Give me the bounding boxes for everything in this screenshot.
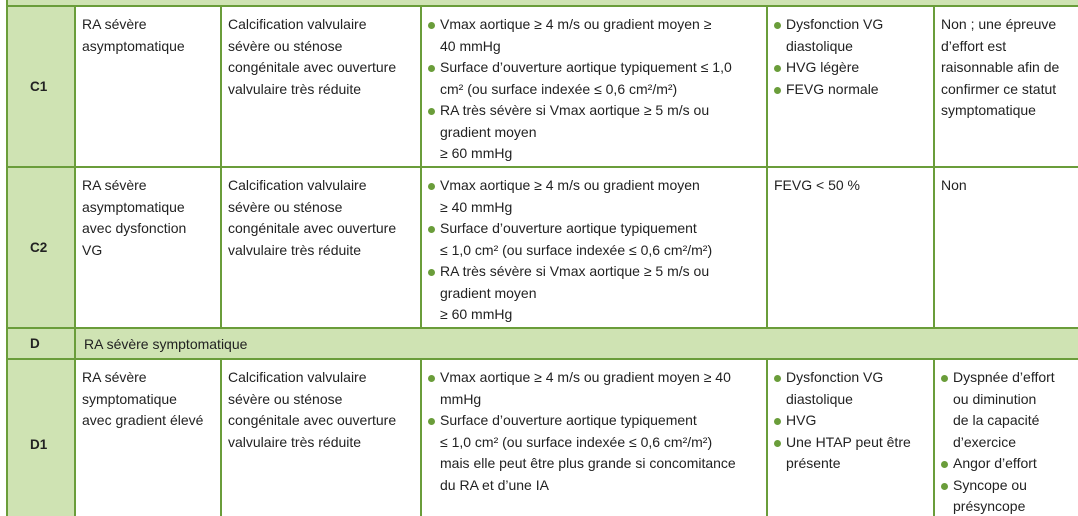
- list-item: Dysfonction VG diastolique: [774, 14, 927, 57]
- valve-anatomy: Calcification valvulaire sévère ou sténose congénitale avec ouverture valvulaire très réduite: [222, 360, 422, 516]
- list-item: Une HTAP peut être présente: [774, 432, 927, 475]
- valve-hemodynamics: [422, 360, 768, 516]
- valve-hemodynamics: [422, 7, 768, 166]
- stage-d-title: RA sévère symptomatique: [84, 335, 248, 352]
- valve-hemodynamics: [422, 168, 768, 327]
- bullet-icon: [774, 22, 781, 29]
- stage-description: RA sévère symptomatique avec gradient élevé: [76, 360, 222, 516]
- hemodynamic-consequences: FEVG < 50 %: [768, 168, 935, 327]
- divider: [74, 329, 76, 358]
- stage-label-c1: C1: [8, 7, 76, 166]
- symptoms: [935, 360, 1078, 516]
- stage-label-d1: D1: [8, 360, 76, 516]
- list-item: HVG légère: [774, 57, 927, 79]
- stage-description: RA sévère asymptomatique: [76, 7, 222, 166]
- list-item: Angor d’effort: [941, 453, 1072, 475]
- bullet-icon: [941, 375, 948, 382]
- hemodynamic-consequences: [768, 360, 935, 516]
- bullet-icon: [428, 226, 435, 233]
- bullet-icon: [941, 461, 948, 468]
- table-row-c1: [8, 7, 1078, 168]
- list-item: Dysfonction VG diastolique: [774, 367, 927, 410]
- list-item: RA très sévère si Vmax aortique ≥ 5 m/s ou gradient moyen ≥ 60 mmHg: [428, 100, 760, 165]
- list-item: RA très sévère si Vmax aortique ≥ 5 m/s ou gradient moyen ≥ 60 mmHg: [428, 261, 760, 326]
- table-row-c2: [8, 168, 1078, 329]
- bullet-icon: [428, 418, 435, 425]
- table-row-d1: [8, 360, 1078, 516]
- bullet-icon: [774, 87, 781, 94]
- hemodynamic-consequences: [768, 7, 935, 166]
- list-item: Syncope ou présyncope: [941, 475, 1072, 516]
- table-row-d: [8, 329, 1078, 360]
- list-item: HVG: [774, 410, 927, 432]
- list-item: Vmax aortique ≥ 4 m/s ou gradient moyen ≥ 40 mmHg: [428, 175, 760, 218]
- stage-label-d: D: [30, 336, 40, 351]
- valve-anatomy: Calcification valvulaire sévère ou sténose congénitale avec ouverture valvulaire très réduite: [222, 7, 422, 166]
- list-item: Dyspnée d’effort ou diminution de la capacité d’exercice: [941, 367, 1072, 453]
- list-item: Surface d’ouverture aortique typiquement ≤ 1,0 cm² (ou surface indexée ≤ 0,6 cm²/m²): [428, 218, 760, 261]
- bullet-icon: [428, 22, 435, 29]
- bullet-icon: [774, 418, 781, 425]
- list-item: FEVG normale: [774, 79, 927, 101]
- bullet-icon: [428, 269, 435, 276]
- list-item: Surface d’ouverture aortique typiquement ≤ 1,0 cm² (ou surface indexée ≤ 0,6 cm²/m²) mais elle peut être plus grande si concomitance du RA et d’une IA: [428, 410, 760, 496]
- stage-label-c2: C2: [8, 168, 76, 327]
- bullet-icon: [774, 440, 781, 447]
- bullet-icon: [428, 375, 435, 382]
- aortic-stenosis-table: [6, 0, 1078, 516]
- symptoms: Non ; une épreuve d’effort est raisonnable afin de confirmer ce statut symptomatique: [935, 7, 1078, 166]
- bullet-icon: [428, 183, 435, 190]
- valve-anatomy: Calcification valvulaire sévère ou sténose congénitale avec ouverture valvulaire très réduite: [222, 168, 422, 327]
- bullet-icon: [774, 375, 781, 382]
- list-item: Vmax aortique ≥ 4 m/s ou gradient moyen ≥ 40 mmHg: [428, 367, 760, 410]
- bullet-icon: [774, 65, 781, 72]
- bullet-icon: [428, 108, 435, 115]
- list-item: Surface d’ouverture aortique typiquement ≤ 1,0 cm² (ou surface indexée ≤ 0,6 cm²/m²): [428, 57, 760, 100]
- list-item: Vmax aortique ≥ 4 m/s ou gradient moyen ≥ 40 mmHg: [428, 14, 760, 57]
- symptoms: Non: [935, 168, 1078, 327]
- bullet-icon: [941, 483, 948, 490]
- previous-row-strip: [8, 0, 1078, 7]
- stage-description: RA sévère asymptomatique avec dysfonction VG: [76, 168, 222, 327]
- bullet-icon: [428, 65, 435, 72]
